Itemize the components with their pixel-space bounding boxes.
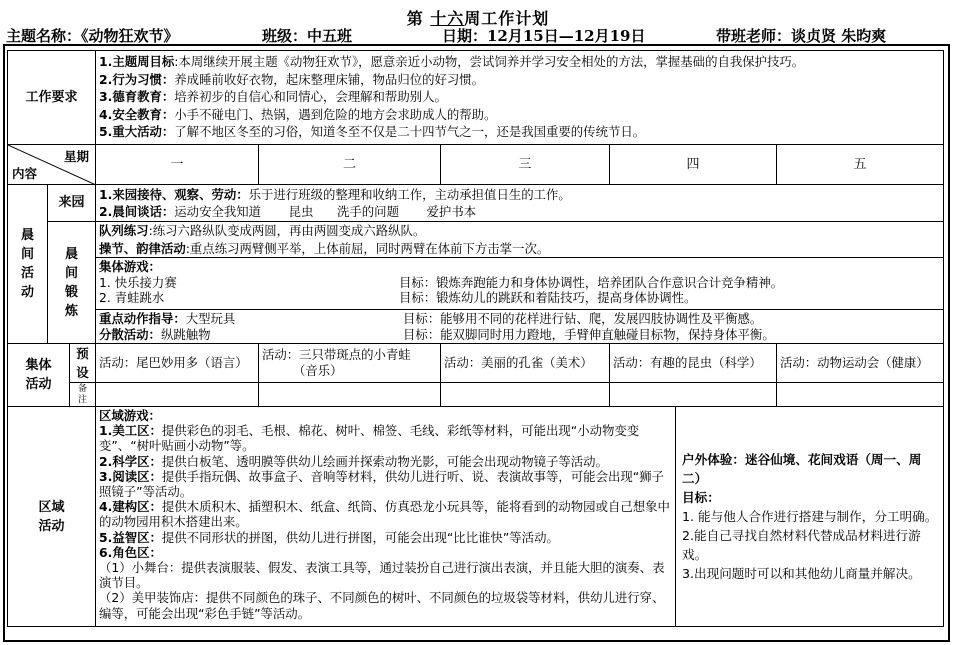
requirements-content: [96, 51, 944, 145]
title-suffix: 周工作计划: [464, 9, 550, 28]
title-prefix: 第: [406, 9, 424, 28]
arrival-label: 来园: [48, 185, 96, 222]
arrival-row: [8, 185, 944, 222]
requirement-item: 1.主题周目标:本周继续开展主题《动物狂欢节》，愿意亲近小动物，尝试饲养并学习安全相处的方法，掌握基础的自我保护技巧。: [99, 54, 805, 69]
plan-table-wrapper: [7, 50, 943, 635]
area-activity-row: [8, 407, 944, 627]
class-name: 班级：中五班: [262, 27, 353, 45]
zone-item: 5.益智区：提供不同形状的拼图，供幼儿进行拼图，可能会出现“比比谁快”等活动。: [99, 529, 559, 545]
outdoor-goal: 2.能自己寻找自然材料代替成品材料进行游戏。: [682, 528, 921, 562]
outdoor-goal: 1. 能与他人合作进行搭建与制作，分工明确。: [682, 509, 938, 524]
group-games-row: [8, 258, 944, 310]
requirement-item: 3.德育教育：培养初步的自信心和同情心，会理解和帮助别人。: [99, 89, 447, 104]
day-wednesday: 三: [441, 145, 610, 185]
morning-exercise-label: 晨间锻炼: [48, 222, 96, 344]
activity-monday: 活动：尾巴妙用多（语言）: [96, 344, 259, 383]
date-range: 日期：12月15日—12月19日: [442, 27, 646, 45]
zone-item: 4.建构区：提供木质积木、插塑积木、纸盒、纸筒、仿真恐龙小玩具等，能将看到的动物园或自己想象中的动物园用积木搭建出来。: [99, 499, 670, 530]
requirements-row: [8, 51, 944, 145]
outdoor-goal-label: 目标：: [682, 490, 720, 505]
day-content-corner: [8, 145, 96, 185]
group-activity-row: [8, 344, 944, 383]
morning-activity-label: 晨间活动: [8, 185, 48, 344]
zone-item: 3.阅读区：提供手指玩偶、故事盒子、音响等材料，供幼儿进行听、说、表演故事等，可能会出现“狮子照镜子”等活动。: [99, 468, 664, 500]
role-item: （2）美甲装饰店：提供不同颜色的珠子、不同颜色的树叶、不同颜色的垃圾袋等材料，供幼儿进行穿、编等，可能会出现“彩色手链”等活动。: [99, 590, 665, 621]
outdoor-experience-content: [676, 407, 944, 627]
corner-weekday-label: 星期: [63, 149, 89, 164]
requirement-item: 2.行为习惯：养成睡前收好衣物，起床整理床铺，物品归位的好习惯。: [99, 71, 485, 87]
exercise-drill-content: 队列练习:练习六路纵队变成两圆，再由两圆变成六路纵队。 操节、韵律活动:重点练习两臂侧平举，上体前屈，同时两臂在体前下方击掌一次。: [96, 222, 944, 258]
activity-thursday: 活动：有趣的昆虫（科学）: [610, 344, 777, 383]
note-wednesday: [441, 383, 610, 407]
week-number: 十六: [430, 9, 465, 28]
day-monday: 一: [96, 145, 259, 185]
note-monday: [96, 383, 259, 407]
activity-friday: 活动：动物运动会（健康）: [777, 344, 944, 383]
outdoor-goal: 3.出现问题时可以和其他幼儿商量并解决。: [682, 566, 921, 581]
area-activity-label: 区域活动: [8, 407, 96, 627]
note-row: [8, 383, 944, 407]
arrival-content: 1.来园接待、观察、劳动：乐于进行班级的整理和收纳工作，主动承担值日生的工作。 2.晨间谈话：运动安全我知道 昆虫 洗手的问题 爱护书本: [96, 185, 944, 222]
note-friday: [777, 383, 944, 407]
day-tuesday: 二: [259, 145, 441, 185]
group-activity-label: 集体活动: [8, 344, 70, 407]
day-friday: 五: [777, 145, 944, 185]
requirement-item: 5.重大活动：了解不地区冬至的习俗，知道冬至不仅是二十四节气之一，还是我国重要的传统节日。: [99, 124, 646, 139]
note-thursday: [610, 383, 777, 407]
teachers: 带班老师：谈贞贤 朱昀爽: [716, 27, 887, 45]
days-header-row: [8, 145, 944, 185]
note-label: 备注: [70, 383, 96, 407]
activity-wednesday: 活动：美丽的孔雀（美术）: [441, 344, 610, 383]
zone-item: 2.科学区：提供白板笔、透明膜等供幼儿绘画并探索动物光影，可能会出现动物镜子等活动。: [99, 453, 608, 469]
corner-content-label: 内容: [12, 165, 38, 181]
requirement-item: 4.安全教育：小手不碰电门、热锅，遇到危险的地方会求助成人的帮助。: [99, 106, 497, 122]
theme-name: 主题名称：《动物狂欢节》: [6, 27, 179, 45]
role-item: （1）小舞台：提供表演服装、假发、表演工具等，通过装扮自己进行演出表演，并且能大胆的演奏、表演节目。: [99, 560, 665, 591]
activity-tuesday: 活动：三只带斑点的小青蛙 （音乐）: [259, 344, 441, 383]
outdoor-title: 户外体验：迷谷仙境、花间戏语（周一、周二）: [682, 452, 922, 486]
plan-table: [7, 50, 944, 627]
focus-row: [8, 310, 944, 344]
preset-label: 预设: [70, 344, 96, 383]
exercise-drill-row: [8, 222, 944, 258]
area-games-content: 区域游戏： 1.美工区：提供彩色的羽毛、毛根、棉花、树叶、棉签、毛线、彩纸等材料，可能出现“小动物变变变”、“树叶贴画小动物”等。 2.科学区：提供白板笔、透明膜等供幼儿绘画并探索动物光影，可能会出现动物镜子等活动。 3.阅读区：提供手指玩偶、故事盒子、音响等材料，供幼儿进行听、说、表演故事等，可能会出现“狮子照镜子”等活动。 4.建构区：提供木质积木、插塑积木、纸盒、纸筒、仿真恐龙小玩具等，能将看到的动物园或自己想象中的动物园用积木搭建出来。 5.益智区：提供不同形状的拼图，供幼儿进行拼图，可能会出现“比比谁快”等活动。 6.角色区： （1）小舞台：提供表演服装、假发、表演工具等，通过装扮自己进行演出表演，并且能大胆的演奏、表演节目。 （2）美甲装饰店：提供不同颜色的珠子、不同颜色的树叶、不同颜色的垃圾袋等材料，供幼儿进行穿、编等，可能会出现“彩色手链”等活动。: [96, 407, 676, 627]
focus-content: 重点动作指导：大型玩具 目标：能够用不同的花样进行钻、爬，发展四肢协调性及平衡感。 分散活动：纵跳触物 目标：能双脚同时用力蹬地，手臂伸直触碰目标物，保持身体平衡。: [96, 310, 944, 344]
group-games-content: 集体游戏： 1. 快乐接力赛 目标：锻炼奔跑能力和身体协调性，培养团队合作意识合计竞争精神。 2. 青蛙跳水 目标：锻炼幼儿的跳跃和着陆技巧，提高身体协调性。: [96, 258, 944, 310]
requirements-label: 工作要求: [8, 51, 96, 145]
role-zone-heading: 6.角色区：: [99, 544, 162, 560]
day-thursday: 四: [610, 145, 777, 185]
note-tuesday: [259, 383, 441, 407]
zone-item: 1.美工区：提供彩色的羽毛、毛根、棉花、树叶、棉签、毛线、彩纸等材料，可能出现“小动物变变变”、“树叶贴画小动物”等。: [99, 423, 640, 454]
